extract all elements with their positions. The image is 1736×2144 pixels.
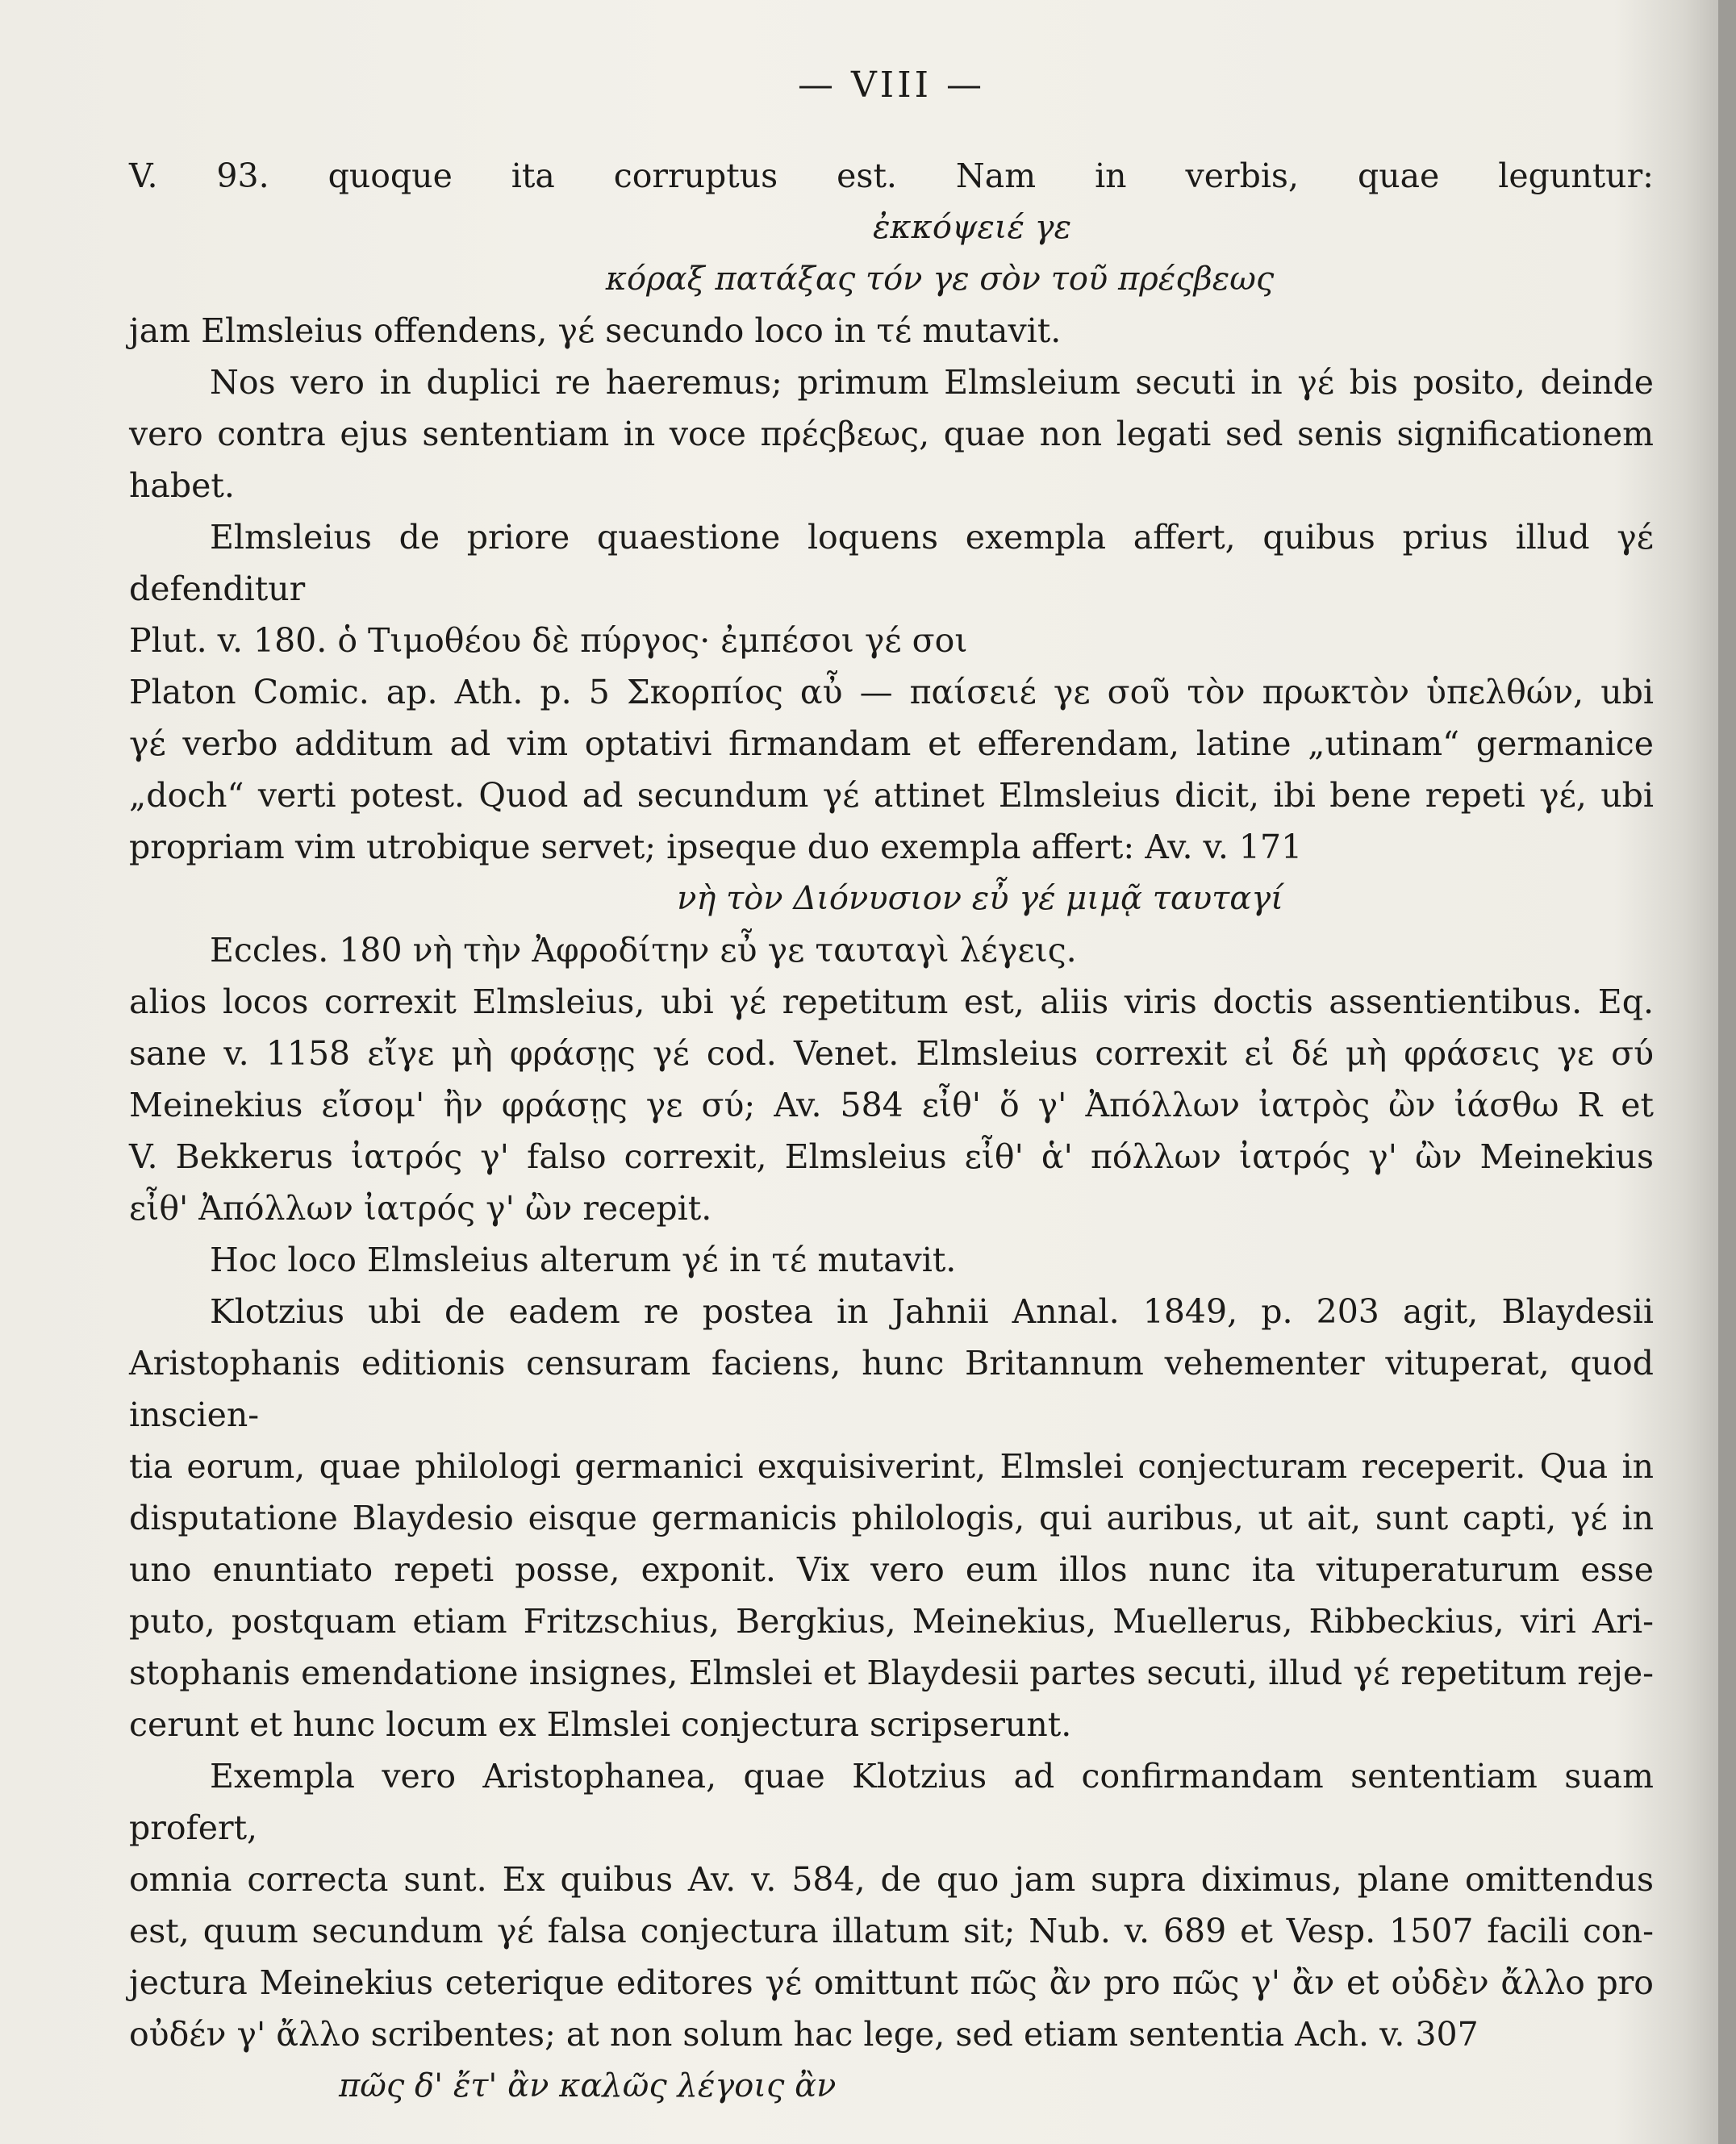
text-line: sane v. 1158 εἴγε μὴ φράσῃς γέ cod. Venet. Elmsleius correxit εἰ δέ μὴ φράσεις γε σύ: [129, 1034, 1654, 1073]
text-line: alios locos correxit Elmsleius, ubi γέ repetitum est, aliis viris doctis assentientibus. Eq.: [129, 982, 1654, 1021]
text-line: jam Elmsleius offendens, γέ secundo loco in τέ mutavit.: [129, 311, 1062, 350]
text-line: „doch“ verti potest. Quod ad secundum γέ attinet Elmsleius dicit, ibi bene repeti γέ, ubi: [129, 776, 1654, 815]
text-line: omnia correcta sunt. Ex quibus Av. v. 584, de quo jam supra diximus, plane omittendus: [129, 1860, 1654, 1899]
text-line: Platon Comic. ap. Ath. p. 5 Σκορπίος αὖ — παίσειέ γε σοῦ τὸν πρωκτὸν ὑπελθών, ubi: [129, 673, 1654, 711]
text-line: disputatione Blaydesio eisque germanicis philologis, qui auribus, ut ait, sunt capti, γέ in: [129, 1499, 1654, 1537]
text-line: uno enuntiato repeti posse, exponit. Vix vero eum illos nunc ita vituperaturum esse: [129, 1550, 1654, 1589]
text-line: V. Bekkerus ἰατρός γ' falso correxit, Elmsleius εἶθ' ἁ' πόλλων ἰατρός γ' ὢν Meinekius: [129, 1137, 1654, 1176]
text-body: [129, 150, 1654, 2112]
text-line: Exempla vero Aristophanea, quae Klotzius ad confirmandam sententiam suam profert,: [129, 1757, 1654, 1847]
text-line: Eccles. 180 νὴ τὴν Ἀφροδίτην εὖ γε ταυταγὶ λέγεις.: [210, 931, 1077, 970]
text-line: Klotzius ubi de eadem re postea in Jahnii Annal. 1849, p. 203 agit, Blaydesii: [210, 1292, 1654, 1331]
text-line: Meinekius εἴσομ' ἢν φράσῃς γε σύ; Av. 584 εἶθ' ὅ γ' Ἀπόλλων ἰατρὸς ὢν ἰάσθω R et: [129, 1086, 1654, 1124]
text-line: stophanis emendatione insignes, Elmslei et Blaydesii partes secuti, illud γέ repetitum reje-: [129, 1654, 1654, 1692]
text-line: tia eorum, quae philologi germanici exquisiverint, Elmslei conjecturam receperit. Qua in: [129, 1447, 1654, 1486]
text-line: Aristophanis editionis censuram faciens, hunc Britannum vehementer vituperat, quod inscien-: [129, 1344, 1654, 1434]
greek-quote-line: κόραξ πατάξας τόν γε σὸν τοῦ πρέςβεως: [605, 261, 1275, 298]
page-content: [129, 65, 1654, 2112]
greek-quote-line: νὴ τὸν Διόνυσιον εὖ γέ μιμᾷ ταυταγί: [677, 880, 1283, 917]
page-edge: [1718, 0, 1736, 2144]
greek-quote-line: ἐκκόψειέ γε: [872, 209, 1072, 246]
text-line: cerunt et hunc locum ex Elmslei conjectura scripserunt.: [129, 1705, 1072, 1744]
page-number: — VIII —: [798, 65, 985, 106]
text-line: puto, postquam etiam Fritzschius, Bergkius, Meinekius, Muellerus, Ribbeckius, viri Ari-: [129, 1602, 1654, 1641]
text-line: V. 93. quoque ita corruptus est. Nam in verbis, quae leguntur:: [129, 156, 1654, 195]
text-line: Hoc loco Elmsleius alterum γέ in τέ mutavit.: [210, 1241, 957, 1279]
greek-quote-line: πῶς δ' ἔτ' ἂν καλῶς λέγοις ἂν: [339, 2067, 837, 2104]
text-line: jectura Meinekius ceterique editores γέ omittunt πῶς ἂν pro πῶς γ' ἂν et οὐδὲν ἄλλο pro: [129, 1963, 1654, 2002]
text-line: γέ verbo additum ad vim optativi firmandam et efferendam, latine „utinam“ germanice: [129, 724, 1654, 763]
text-line: est, quum secundum γέ falsa conjectura illatum sit; Nub. v. 689 et Vesp. 1507 facili con-: [129, 1912, 1654, 1950]
text-line: Plut. v. 180. ὁ Τιμοθέου δὲ πύργος· ἐμπέσοι γέ σοι: [129, 621, 968, 660]
text-line: propriam vim utrobique servet; ipseque duo exempla affert: Av. v. 171: [129, 828, 1303, 866]
text-line: Nos vero in duplici re haeremus; primum Elmsleium secuti in γέ bis posito, deinde: [210, 363, 1654, 402]
text-line: vero contra ejus sententiam in voce πρέςβεως, quae non legati sed senis significationem habet.: [129, 415, 1654, 505]
text-line: οὐδέν γ' ἄλλο scribentes; at non solum hac lege, sed etiam sententia Ach. v. 307: [129, 2015, 1479, 2054]
text-line: εἶθ' Ἀπόλλων ἰατρός γ' ὢν recepit.: [129, 1189, 712, 1228]
text-line: Elmsleius de priore quaestione loquens exempla affert, quibus prius illud γέ defenditur: [129, 518, 1654, 608]
